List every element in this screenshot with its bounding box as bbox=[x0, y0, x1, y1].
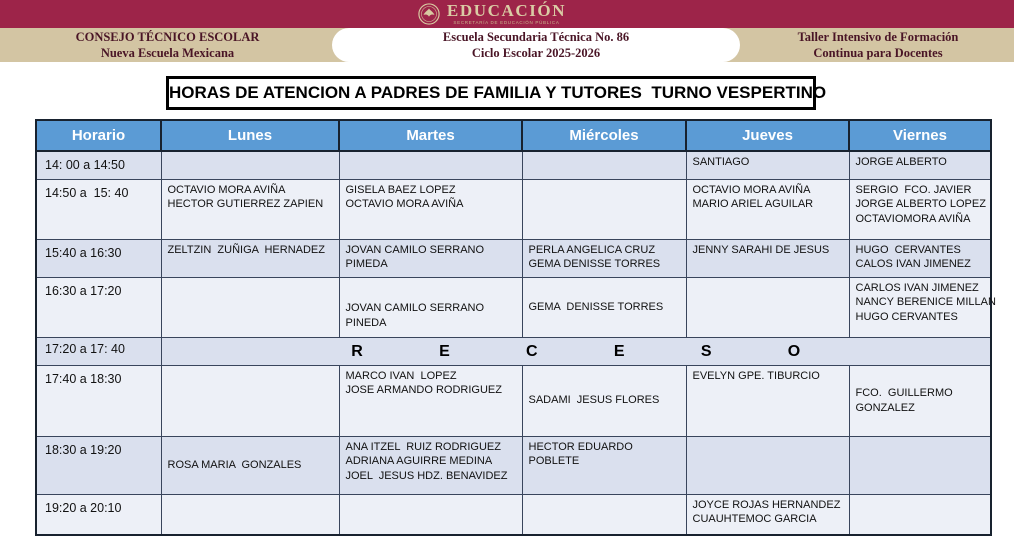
teacher-name: ADRIANA AGUIRRE MEDINA bbox=[345, 455, 493, 468]
receso-letter: C bbox=[526, 342, 538, 360]
teacher-name: POBLETE bbox=[528, 455, 580, 468]
time-cell: 14: 00 a 14:50 bbox=[36, 151, 161, 179]
schedule-cell bbox=[522, 494, 686, 535]
educacion-subtitle: SECRETARÍA DE EDUCACIÓN PÚBLICA bbox=[453, 20, 560, 26]
schedule-cell bbox=[849, 494, 991, 535]
teacher-name: MARIO ARIEL AGUILAR bbox=[692, 198, 814, 211]
schedule-cell bbox=[686, 365, 849, 436]
teacher-name: HUGO CERVANTES bbox=[855, 243, 961, 256]
time-cell: 17:40 a 18:30 bbox=[36, 365, 161, 436]
schedule-row bbox=[36, 365, 991, 436]
sep-logo bbox=[418, 2, 566, 26]
receso-letter: E bbox=[613, 342, 625, 360]
schedule-row bbox=[36, 494, 991, 535]
page-title: HORAS DE ATENCION A PADRES DE FAMILIA Y TUTORES TURNO VESPERTINO bbox=[166, 76, 816, 110]
teacher-name: JORGE ALBERTO bbox=[855, 156, 947, 168]
teacher-name: HECTOR EDUARDO bbox=[528, 440, 633, 453]
teacher-name: CARLOS IVAN JIMENEZ bbox=[855, 281, 979, 294]
time-cell: 16:30 a 17:20 bbox=[36, 277, 161, 337]
school-cycle: Ciclo Escolar 2025-2026 bbox=[471, 46, 601, 60]
taller-line2: Continua para Docentes bbox=[813, 46, 943, 60]
time-cell: 18:30 a 19:20 bbox=[36, 436, 161, 494]
schedule-row bbox=[36, 277, 991, 337]
schedule-cell bbox=[339, 179, 522, 239]
teacher-name: JOEL JESUS HDZ. BENAVIDEZ bbox=[345, 469, 508, 482]
teacher-name: SADAMI JESUS FLORES bbox=[528, 394, 660, 407]
column-header-martes: Martes bbox=[339, 120, 522, 151]
consejo-tecnico-block bbox=[0, 28, 335, 62]
taller-line1: Taller Intensivo de Formación bbox=[797, 29, 959, 44]
consejo-tecnico-line1: CONSEJO TÉCNICO ESCOLAR bbox=[75, 29, 260, 44]
teacher-name: ANA ITZEL RUIZ RODRIGUEZ bbox=[345, 440, 501, 453]
schedule-cell bbox=[161, 239, 339, 277]
teacher-name: GEMA DENISSE TORRES bbox=[528, 300, 664, 313]
schedule-row bbox=[36, 436, 991, 494]
receso-letter: E bbox=[439, 342, 450, 360]
teacher-name: GONZALEZ bbox=[855, 401, 915, 414]
receso-label bbox=[351, 341, 800, 362]
teacher-name: OCTAVIO MORA AVIÑA bbox=[345, 198, 464, 211]
teacher-name: JOSE ARMANDO RODRIGUEZ bbox=[345, 384, 502, 397]
schedule-cell bbox=[339, 151, 522, 179]
teacher-name: PINEDA bbox=[345, 316, 387, 329]
schedule-cell bbox=[339, 277, 522, 337]
teacher-name: PERLA ANGELICA CRUZ bbox=[528, 243, 656, 256]
taller-intensivo-block bbox=[742, 28, 1014, 62]
teacher-name: SERGIO FCO. JAVIER bbox=[855, 183, 972, 196]
teacher-name: CALOS IVAN JIMENEZ bbox=[855, 258, 971, 271]
table-header-row bbox=[36, 120, 991, 151]
government-header-bar bbox=[0, 0, 1014, 28]
schedule-cell bbox=[339, 436, 522, 494]
consejo-tecnico-line2: Nueva Escuela Mexicana bbox=[100, 46, 235, 60]
schedule-row bbox=[36, 179, 991, 239]
schedule-cell bbox=[339, 239, 522, 277]
time-cell: 17:20 a 17: 40 bbox=[36, 337, 161, 365]
teacher-name: OCTAVIOMORA AVIÑA bbox=[855, 212, 971, 225]
teacher-name: OCTAVIO MORA AVIÑA bbox=[167, 183, 286, 196]
schedule-row bbox=[36, 239, 991, 277]
column-header-viernes: Viernes bbox=[849, 120, 991, 151]
receso-letter: R bbox=[351, 342, 363, 360]
schedule-row bbox=[36, 151, 991, 179]
schedule-cell bbox=[161, 436, 339, 494]
schedule-cell bbox=[522, 436, 686, 494]
schedule-cell bbox=[161, 151, 339, 179]
schedule-cell bbox=[522, 277, 686, 337]
teacher-name: EVELYN GPE. TIBURCIO bbox=[692, 369, 820, 382]
teacher-name: JORGE ALBERTO LOPEZ bbox=[855, 198, 986, 211]
teacher-name: GEMA DENISSE TORRES bbox=[528, 258, 661, 271]
time-cell: 15:40 a 16:30 bbox=[36, 239, 161, 277]
teacher-name: PIMEDA bbox=[345, 258, 388, 271]
schedule-cell bbox=[686, 239, 849, 277]
teacher-name: JOYCE ROJAS HERNANDEZ bbox=[692, 498, 841, 511]
schedule-cell bbox=[161, 494, 339, 535]
schedule-cell bbox=[686, 151, 849, 179]
schedule-cell bbox=[339, 494, 522, 535]
schedule-cell bbox=[849, 436, 991, 494]
time-cell: 19:20 a 20:10 bbox=[36, 494, 161, 535]
schedule-cell bbox=[849, 277, 996, 337]
schedule-cell bbox=[849, 365, 991, 436]
schedule-cell bbox=[161, 277, 339, 337]
schedule-cell bbox=[522, 151, 686, 179]
schedule-cell bbox=[161, 179, 339, 239]
teacher-name: NANCY BERENICE MILLAN bbox=[855, 296, 996, 309]
teacher-name: MARCO IVAN LOPEZ bbox=[345, 369, 457, 382]
mexican-eagle-seal-icon bbox=[418, 3, 440, 25]
time-cell: 14:50 a 15: 40 bbox=[36, 179, 161, 239]
schedule-cell bbox=[849, 151, 991, 179]
school-info-band bbox=[0, 28, 1014, 62]
teacher-name: HECTOR GUTIERREZ ZAPIEN bbox=[167, 198, 324, 211]
teacher-name: JOVAN CAMILO SERRANO bbox=[345, 302, 485, 315]
schedule-cell bbox=[161, 365, 339, 436]
teacher-name: ZELTZIN ZUÑIGA HERNADEZ bbox=[167, 243, 325, 256]
schedule-cell bbox=[686, 179, 849, 239]
receso-letter: O bbox=[787, 342, 801, 360]
teacher-name: ROSA MARIA GONZALES bbox=[167, 458, 302, 471]
teacher-name: GISELA BAEZ LOPEZ bbox=[345, 183, 456, 196]
receso-letter: S bbox=[700, 342, 712, 360]
schedule-cell bbox=[522, 365, 686, 436]
educacion-wordmark: EDUCACIÓN bbox=[446, 1, 567, 21]
teacher-name: SANTIAGO bbox=[692, 156, 750, 168]
teacher-name: OCTAVIO MORA AVIÑA bbox=[692, 183, 811, 196]
column-header-mircoles: Miércoles bbox=[522, 120, 686, 151]
schedule-cell bbox=[522, 239, 686, 277]
schedule-cell bbox=[686, 436, 849, 494]
receso-cell bbox=[161, 337, 991, 365]
teacher-name: HUGO CERVANTES bbox=[855, 310, 958, 323]
schedule-cell bbox=[686, 277, 849, 337]
schedule-cell bbox=[849, 239, 991, 277]
schedule-cell bbox=[686, 494, 849, 535]
column-header-lunes: Lunes bbox=[161, 120, 339, 151]
teacher-name: FCO. GUILLERMO bbox=[855, 387, 953, 400]
schedule-row bbox=[36, 337, 991, 365]
column-header-horario: Horario bbox=[36, 120, 161, 151]
teacher-name: CUAUHTEMOC GARCIA bbox=[692, 513, 817, 526]
school-name-block bbox=[332, 28, 740, 62]
schedule-cell bbox=[849, 179, 991, 239]
schedule-cell bbox=[339, 365, 522, 436]
column-header-jueves: Jueves bbox=[686, 120, 849, 151]
schedule-cell bbox=[522, 179, 686, 239]
school-name: Escuela Secundaria Técnica No. 86 bbox=[442, 29, 630, 44]
teacher-name: JENNY SARAHI DE JESUS bbox=[692, 243, 830, 256]
attention-hours-table bbox=[35, 119, 996, 536]
teacher-name: JOVAN CAMILO SERRANO bbox=[345, 243, 485, 256]
